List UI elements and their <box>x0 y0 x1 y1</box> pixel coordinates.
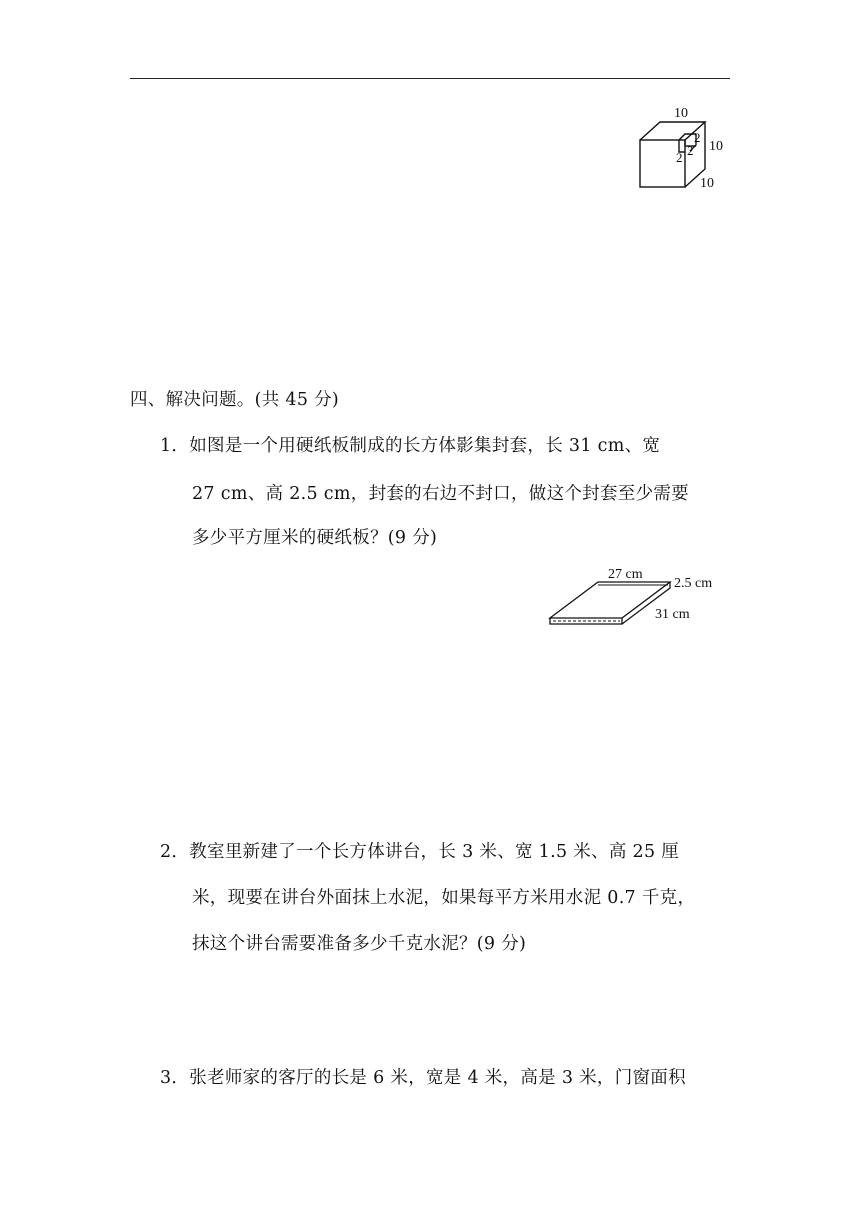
problem1-line3: 多少平方厘米的硬纸板？(9 分) <box>192 528 438 548</box>
cube-figure <box>630 100 735 195</box>
problem2-line1: 2．教室里新建了一个长方体讲台，长 3 米、宽 1.5 米、高 25 厘 <box>160 842 680 862</box>
problem2-line2: 米，现要在讲台外面抹上水泥，如果每平方米用水泥 0.7 千克， <box>192 888 696 908</box>
cube-notch-label-1: 2 <box>694 130 701 145</box>
sleeve-height-label: 2.5 cm <box>674 576 713 591</box>
cube-notch-label-2: 2 <box>687 143 694 158</box>
section-heading: 四、解决问题。(共 45 分) <box>130 390 340 410</box>
sleeve-width-label: 27 cm <box>608 567 643 582</box>
problem2-line3: 抹这个讲台需要准备多少千克水泥？(9 分) <box>192 934 527 954</box>
problem1-line1: 1．如图是一个用硬纸板制成的长方体影集封套，长 31 cm、宽 <box>160 436 661 456</box>
cube-bottom-label: 10 <box>700 176 714 191</box>
cube-top-label: 10 <box>674 106 688 121</box>
problem1-line2: 27 cm、高 2.5 cm，封套的右边不封口，做这个封套至少需要 <box>192 484 689 504</box>
sleeve-figure <box>540 560 740 640</box>
header-rule <box>130 78 730 79</box>
problem3-line1: 3．张老师家的客厅的长是 6 米，宽是 4 米，高是 3 米，门窗面积 <box>160 1068 686 1088</box>
sleeve-length-label: 31 cm <box>655 607 690 622</box>
cube-notch-label-3: 2 <box>676 150 683 165</box>
cube-right-label: 10 <box>709 139 723 154</box>
